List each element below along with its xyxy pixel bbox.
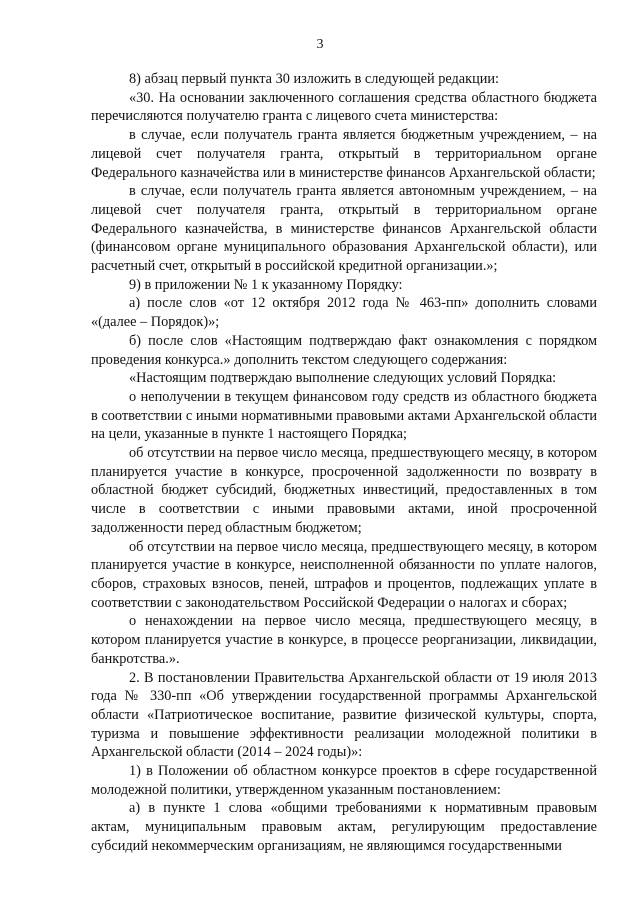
paragraph-condition-non-receipt: о неполучении в текущем финансовом году средств из областного бюджета в соответствии с иными нормативными правовыми актами Архангельской области на цели, указанные в пункте 1 настоящего Порядка; (91, 388, 597, 443)
paragraph-subitem-b: б) после слов «Настоящим подтверждаю факт ознакомления с порядком проведения конкурса.» дополнить текстом следующего содержания: (91, 332, 597, 368)
page-number: 3 (316, 37, 324, 52)
paragraph-condition-no-tax-obligation: об отсутствии на первое число месяца, предшествующего месяцу, в котором планируется участие в конкурсе, неисполненной обязанности по уплате налогов, сборов, страховых взносов, пеней, штрафов и процентов, подлежащих уплате в соответствии с законодательством Российской Федерации о налогах и сборах; (91, 538, 597, 611)
paragraph-section-2-subitem-a: а) в пункте 1 слова «общими требованиями к нормативным правовым актам, муниципальным правовым актам, регулирующим предоставление субсидий некоммерческим организациям, не являющимся государственными (91, 800, 597, 854)
paragraph-item-8: 8) абзац первый пункта 30 изложить в следующей редакции: (129, 71, 500, 87)
paragraph-confirmation-intro: «Настоящим подтверждаю выполнение следующих условий Порядка: (129, 370, 557, 387)
paragraph-section-2-item-1: 1) в Положении об областном конкурсе проектов в сфере государственной молодежной политики, утвержденном указанным постановлением: (91, 763, 597, 798)
paragraph-subitem-a: а) после слов «от 12 октября 2012 года № 463-пп» дополнить словами «(далее – Порядок)»; (91, 295, 597, 331)
paragraph-autonomous-institution: в случае, если получатель гранта является автономным учреждением, – на лицевой счет получателя гранта, открытый в территориальном органе Федерального казначейства, в министерстве финансов Архангельской области (финансовом органе муниципального образования Архангельской области), или расчетный счет, открытый в российской кредитной организации.»; (91, 183, 597, 275)
paragraph-section-2: 2. В постановлении Правительства Архангельской области от 19 июля 2013 года № 330-пп «Об утверждении государственной программы Архангельской области «Патриотическое воспитание, развитие физической культуры, спорта, туризма и повышение эффективности реализации молодежной политики в Архангельской области (2014 – 2024 годы)»: (91, 669, 597, 761)
paragraph-point-30: «30. На основании заключенного соглашения средства областного бюджета перечисляются получателю гранта с лицевого счета министерства: (91, 89, 597, 125)
paragraph-budget-institution: в случае, если получатель гранта является бюджетным учреждением, – на лицевой счет получателя гранта, открытый в территориальном органе Федерального казначейства или в министерстве финансов Архангельской области; (91, 127, 597, 181)
paragraph-condition-no-liquidation: о ненахождении на первое число месяца, предшествующего месяцу, в котором планируется участие в конкурсе, в процессе реорганизации, ликвидации, банкротства.». (91, 613, 597, 667)
paragraph-condition-no-overdue-debt: об отсутствии на первое число месяца, предшествующего месяцу, в котором планируется участие в конкурсе, просроченной задолженности по возврату в областной бюджет субсидий, бюджетных инвестиций, предоставленных в том числе в соответствии с иными правовыми актами, иной просроченной задолженности перед областным бюджетом; (91, 445, 597, 536)
paragraph-item-9: 9) в приложении № 1 к указанному Порядку: (129, 276, 403, 293)
document-body (91, 70, 597, 856)
